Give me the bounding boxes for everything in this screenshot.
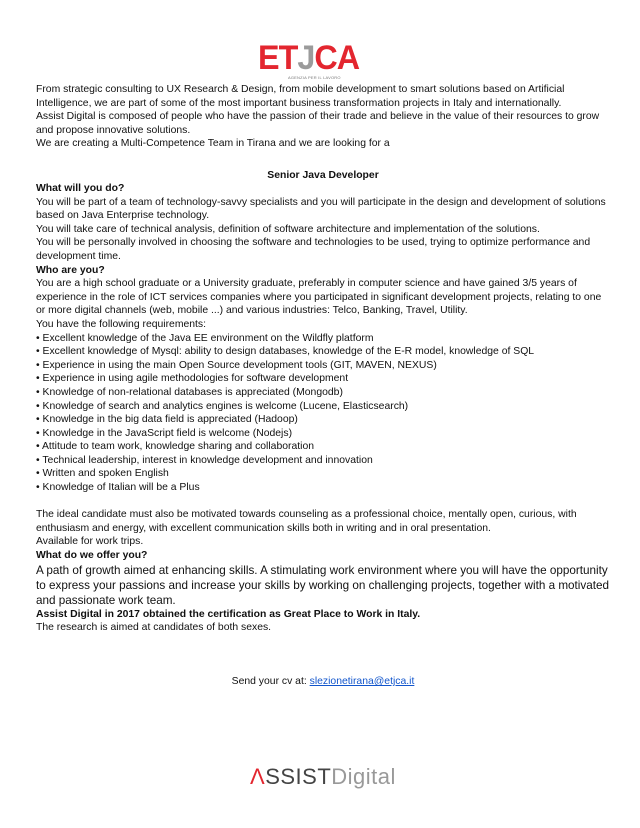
send-cv-label: Send your cv at: <box>231 676 310 687</box>
etjca-logo-word: ETJCA <box>258 39 360 77</box>
list-item: • Written and spoken English <box>36 467 610 481</box>
offer-heading: What do we offer you? <box>36 550 148 562</box>
who-heading: Who are you? <box>36 264 105 276</box>
list-item: • Experience in using the main Open Source development tools (GIT, MAVEN, NEXUS) <box>36 359 610 373</box>
list-item: • Excellent knowledge of Mysql: ability to design databases, knowledge of the E-R model, knowledge of SQL <box>36 345 610 359</box>
email-link[interactable]: slezionetirana@etjca.it <box>309 676 415 687</box>
list-item: • Knowledge in the JavaScript field is welcome (Nodejs) <box>36 427 610 441</box>
list-item: • Knowledge in the big data field is appreciated (Hadoop) <box>36 413 610 427</box>
assist-digital-logo-part2: Digital <box>331 764 396 789</box>
work-trips-line: Available for work trips. <box>36 536 144 548</box>
requirements-intro: You have the following requirements: <box>36 318 207 330</box>
intro-paragraph-2: Assist Digital is composed of people who have the passion of their trade and believe in the value of their resources to grow and propose innovative solutions. <box>36 111 600 136</box>
who-paragraph: You are a high school graduate or a University graduate, preferably in computer science and have gained 3/5 years of experience in the role of ICT services companies where you participated in significant development projects, relating to one or more digital channels (web, mobile ...) and various industries: Telco, Banking, Travel, Utility. <box>36 278 602 317</box>
job-title: Senior Java Developer <box>267 170 379 181</box>
what-paragraph-3: You will be personally involved in choosing the software and technologies to be used, trying to optimize performance and development time. <box>36 237 591 262</box>
etjca-logo-tagline: AGENZIA PER IL LAVORO <box>288 75 341 80</box>
list-item: • Technical leadership, interest in knowledge development and innovation <box>36 454 610 468</box>
research-line: The research is aimed at candidates of both sexes. <box>36 622 272 634</box>
send-cv-line <box>36 676 610 687</box>
list-item: • Excellent knowledge of the Java EE environment on the Wildfly platform <box>36 332 610 346</box>
intro-paragraph-3: We are creating a Multi-Competence Team in Tirana and we are looking for a <box>36 138 390 150</box>
job-description <box>36 182 610 635</box>
assist-digital-logo: ΛSSISTDigital <box>250 764 396 789</box>
list-item: • Attitude to team work, knowledge sharing and collaboration <box>36 440 610 454</box>
certification-line: Assist Digital in 2017 obtained the certification as Great Place to Work in Italy. <box>36 608 421 620</box>
list-item: • Knowledge of Italian will be a Plus <box>36 481 610 495</box>
list-item: • Knowledge of non-relational databases is appreciated (Mongodb) <box>36 386 610 400</box>
intro-section <box>36 83 610 151</box>
offer-paragraph: A path of growth aimed at enhancing skills. A stimulating work environment where you will have the opportunity to express your passions and increase your skills by working on challenging projects, together with a motivated and passionate work team. <box>36 563 609 607</box>
intro-paragraph-1: From strategic consulting to UX Research & Design, from mobile development to smart solutions based on Artificial Intelligence, we are part of some of the most important business transformation projects in Italy and internationally. <box>36 84 565 109</box>
what-paragraph-1: You will be part of a team of technology-savvy specialists and you will participate in the design and development of solutions based on Java Enterprise technology. <box>36 196 606 222</box>
assist-digital-logo-part1: SSIST <box>265 764 332 789</box>
ideal-candidate-paragraph: The ideal candidate must also be motivated towards counseling as a professional choice, mentally open, curious, with enthusiasm and energy, with excellent communication skills both in writing and in oral presentation. <box>36 509 577 534</box>
what-heading: What will you do? <box>36 183 125 194</box>
what-paragraph-2: You will take care of technical analysis, definition of software architecture and implementation of the solutions. <box>36 223 540 235</box>
etjca-logo <box>258 39 360 82</box>
list-item: • Experience in using agile methodologies for software development <box>36 372 610 386</box>
list-item: • Knowledge of search and analytics engines is welcome (Lucene, Elasticsearch) <box>36 400 610 414</box>
requirements-list <box>36 332 610 495</box>
